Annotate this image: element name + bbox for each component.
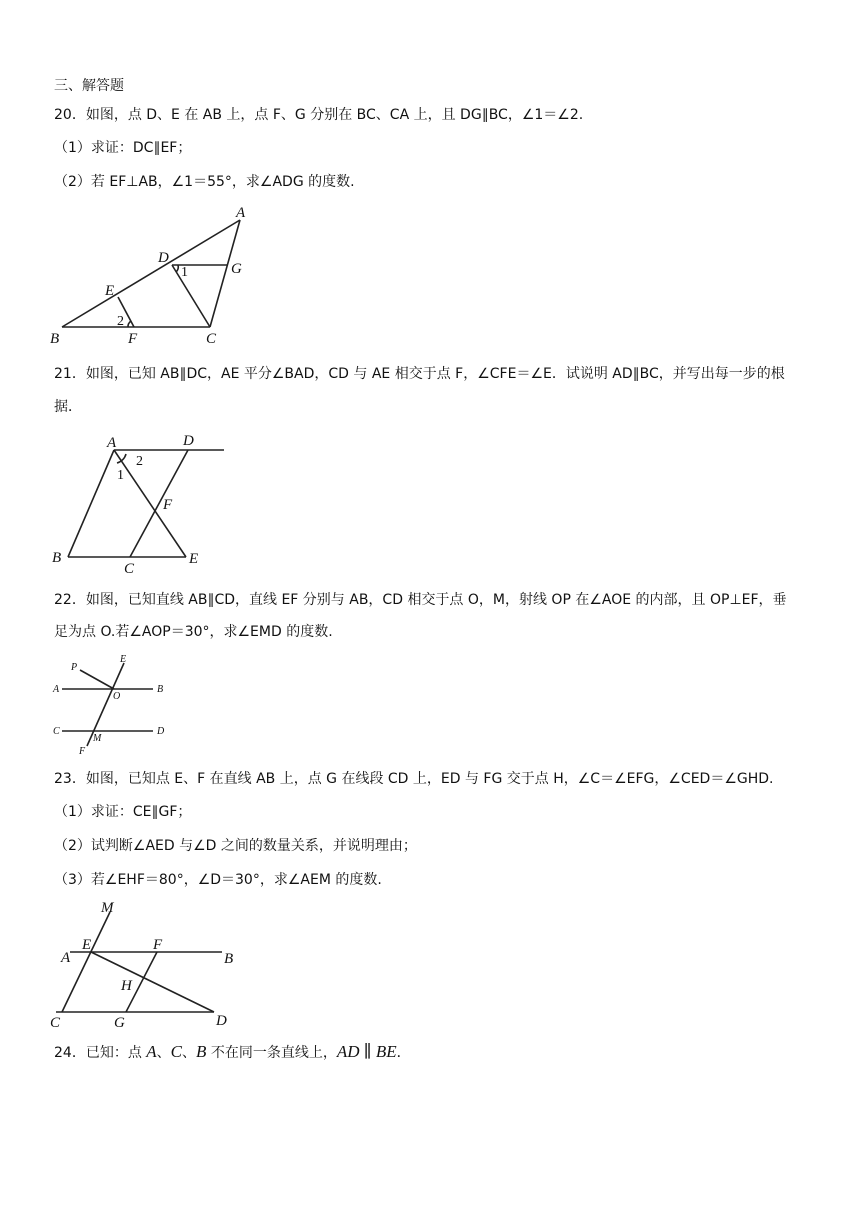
q22-label-p: P bbox=[71, 662, 78, 673]
q21-line2: 据． bbox=[54, 399, 82, 415]
q24-expression: AD ∥ BE bbox=[336, 1042, 397, 1061]
q20-label-c: C bbox=[206, 331, 217, 347]
q23-label-g: G bbox=[114, 1015, 125, 1031]
q20-stem: 20．如图，点 D、E 在 AB 上，点 F、G 分别在 BC、CA 上，且 DG∥BC，∠1＝∠2. bbox=[54, 107, 584, 123]
q22-label-d: D bbox=[157, 726, 165, 737]
q20-label-1: 1 bbox=[181, 265, 188, 280]
section-title: 三、解答题 bbox=[54, 78, 124, 94]
q20-label-2: 2 bbox=[117, 314, 124, 329]
q24-point-c: C bbox=[170, 1042, 182, 1061]
q20-label-a: A bbox=[236, 205, 246, 221]
q21-label-b: B bbox=[52, 550, 62, 566]
q21-label-f: F bbox=[163, 497, 173, 513]
q22-label-c: C bbox=[53, 726, 60, 737]
q20-segment-dc bbox=[172, 265, 210, 327]
q24-point-a: A bbox=[146, 1042, 157, 1061]
q23-label-f: F bbox=[153, 937, 163, 953]
q21-label-c: C bbox=[124, 561, 135, 577]
q21-segment-ab bbox=[68, 450, 114, 557]
q23-segment-ed bbox=[91, 952, 214, 1012]
q20-segment-ef bbox=[118, 297, 134, 327]
q21-label-1: 1 bbox=[117, 468, 124, 483]
q22-label-a: A bbox=[53, 684, 60, 695]
q22-label-f: F bbox=[79, 746, 86, 757]
q20-label-e: E bbox=[105, 283, 115, 299]
q20-part2: （2）若 EF⊥AB，∠1＝55°，求∠ADG 的度数. bbox=[54, 174, 355, 190]
q20-segment-ac bbox=[210, 220, 240, 327]
q20-label-g: G bbox=[231, 261, 242, 277]
q22-label-e: E bbox=[120, 654, 127, 665]
q23-part2: （2）试判断∠AED 与∠D 之间的数量关系，并说明理由； bbox=[54, 838, 417, 854]
q22-label-b: B bbox=[157, 684, 164, 695]
q24-line bbox=[54, 1042, 411, 1063]
q24-sep2: 、 bbox=[182, 1045, 196, 1061]
q24-suffix: ． bbox=[396, 1045, 411, 1061]
q23-label-d: D bbox=[216, 1013, 227, 1029]
q20-segment-ba bbox=[62, 220, 240, 327]
q21-label-2: 2 bbox=[136, 454, 143, 469]
q22-line2: 足为点 O.若∠AOP＝30°，求∠EMD 的度数. bbox=[54, 624, 333, 640]
q23-part1: （1）求证：CE∥GF； bbox=[54, 804, 192, 820]
q23-label-b: B bbox=[224, 951, 234, 967]
q23-label-a: A bbox=[61, 950, 71, 966]
q24-middle: 不在同一条直线上， bbox=[206, 1045, 337, 1061]
q23-line-ce-m bbox=[62, 912, 110, 1012]
q21-angle-arc bbox=[117, 454, 126, 463]
q22-line1: 22．如图，已知直线 AB∥CD，直线 EF 分别与 AB，CD 相交于点 O，M，射线 OP 在∠AOE 的内部，且 OP⊥EF，垂 bbox=[54, 592, 787, 608]
q23-stem: 23．如图，已知点 E、F 在直线 AB 上，点 G 在线段 CD 上，ED 与 FG 交于点 H，∠C＝∠EFG，∠CED＝∠GHD. bbox=[54, 771, 774, 787]
q23-part3: （3）若∠EHF＝80°，∠D＝30°，求∠AEM 的度数. bbox=[54, 872, 382, 888]
q24-prefix: 24．已知：点 bbox=[54, 1045, 147, 1061]
q20-angle1-arc bbox=[176, 265, 178, 272]
q23-label-c: C bbox=[50, 1015, 61, 1031]
q21-line1: 21．如图，已知 AB∥DC，AE 平分∠BAD，CD 与 AE 相交于点 F，∠CFE＝∠E．试说明 AD∥BC，并写出每一步的根 bbox=[54, 366, 785, 382]
q20-label-f: F bbox=[128, 331, 138, 347]
q22-label-o: O bbox=[113, 691, 121, 702]
q20-label-b: B bbox=[50, 331, 60, 347]
q22-line-ef bbox=[87, 663, 124, 746]
q21-segment-cd bbox=[130, 450, 188, 557]
q21-label-a: A bbox=[107, 435, 117, 451]
q20-angle2-arc bbox=[128, 321, 131, 327]
q23-label-m: M bbox=[101, 900, 114, 916]
q20-part1: （1）求证：DC∥EF； bbox=[54, 140, 192, 156]
q23-label-e: E bbox=[82, 937, 92, 953]
q24-point-b: B bbox=[196, 1042, 207, 1061]
q24-sep1: 、 bbox=[156, 1045, 171, 1061]
q23-segment-fg bbox=[126, 952, 157, 1012]
q21-label-e: E bbox=[189, 551, 199, 567]
q23-label-h: H bbox=[121, 978, 132, 994]
q22-label-m: M bbox=[93, 733, 102, 744]
q20-label-d: D bbox=[158, 250, 169, 266]
q21-label-d: D bbox=[183, 433, 194, 449]
q21-segment-ae bbox=[114, 450, 186, 557]
q22-ray-op bbox=[80, 670, 114, 689]
